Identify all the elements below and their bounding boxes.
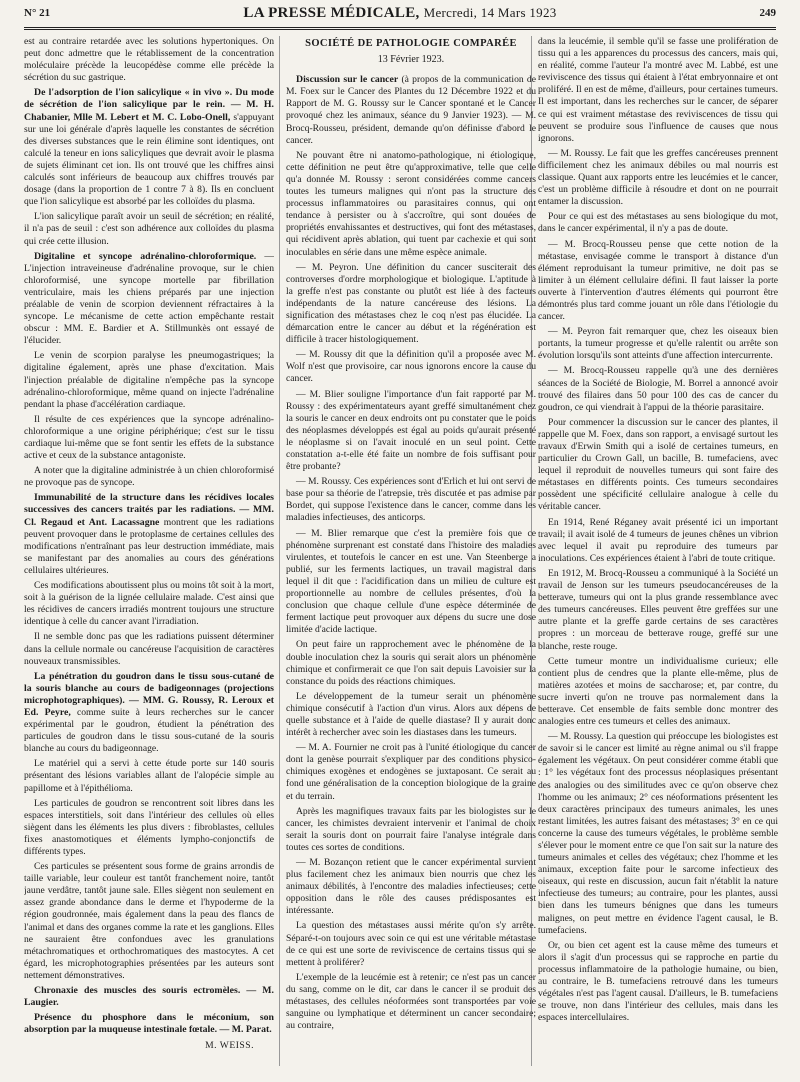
article-digitaline [24, 251, 274, 348]
paragraph: A noter que la digitaline administrée à un chien chloroformisé ne provoque pas de syncope. [24, 465, 274, 489]
paragraph: — M. Brocq-Rousseu rappelle qu'à une des dernières séances de la Société de Biologie, M. Borrel a annoncé avoir trouvé des filaires dans 50 pour 100 des cas de cancer du goudron, ce qui viendrait à l'appui de la théorie parasitaire. [538, 365, 778, 413]
paragraph: Cette tumeur montre un individualisme curieux; elle contient plus de cendres que la plante elle-même, plus de matières azotées et moins de saccharose; et, par contre, du sucre inverti qu'on ne trouve pas normalement dans la betterave. Cet ensemble de faits semble donc montrer des analogies entre ces tumeurs et celles des animaux. [538, 655, 778, 728]
paragraph: — M. Roussy dit que la définition qu'il a proposée avec M. Wolf n'est que provisoire, car nous ignorons encore la cause du cancer. [286, 349, 536, 385]
paragraph: est au contraire retardée avec les solutions hypertoniques. On peut donc admettre que le rétablissement de la concentration moléculaire précède la leucopédèse comme elle précède la sécrétion du suc gastrique. [24, 36, 274, 84]
journal-title [24, 5, 776, 22]
article-radiations [24, 492, 274, 577]
paragraph: Il ne semble donc pas que les radiations puissent déterminer dans la cellule normale ou cancéreuse l'acquisition de caractères nouveaux transmissibles. [24, 631, 274, 667]
paragraph: En 1914, René Réganey avait présenté ici un important travail; il avait isolé de 4 tumeurs de jeunes chênes un vibrion avec lequel il avait pu reproduire des tumeurs par inoculations. Ces expériences étaient à l'abri de toute critique. [538, 516, 778, 564]
paragraph: montrent que les radiations peuvent provoquer dans le protoplasme de certaines cellules des modifications n'entraînant pas leur destruction immédiate, mais se manifestant par des anomalies au cours des générations cellulaires ultérieures. [24, 516, 274, 576]
paragraph: On peut faire un rapprochement avec le phénomène de la double inoculation chez la souris qui serait alors un phénomène chimique et confirmerait ce que l'on sait depuis Lavoisier sur la constance du poids des réactions chimiques. [286, 639, 536, 687]
paragraph: Or, ou bien cet agent est la cause même des tumeurs et alors il s'agit d'un processus qui se rapproche en partie du processus inflammatoire de la pathologie humaine, ou bien, au contraire, le B. tumefaciens retrouvé dans les tumeurs végétales n'est pas l'agent causal. D'ailleurs, le B. tumefaciens se trouve, non dans l'intérieur des cellules, mais dans les espaces intercellulaires. [538, 939, 778, 1024]
paragraph: dans la leucémie, il semble qu'il se fasse une prolifération de tissu qui a les apparences du processus des cancers, mais qui, en réalité, comme l'auteur l'a montré avec M. Labbé, est une reviviscence des tissus qui étaient à l'état embryonnaire et ont proliféré. Il en est de même, d'ailleurs, pour certaines tumeurs. Il est important, dans les recherches sur le cancer, de séparer ce qui est vraiment métastase des reviviscences de tissu qui peuvent se produire sous l'influence de causes que nous ignorons. [538, 36, 778, 144]
article-heading-phosphore: Présence du phosphore dans le méconium, son absorption par la muqueuse intestinale fœtale. — M. Parat. [24, 1012, 274, 1036]
paragraph: — M. Blier souligne l'importance d'un fait rapporté par M. Roussy : des expérimentateurs ayant greffé simultanément chez la souris le cancer en deux endroits ont pu constater que le poids des néoplasmes développés est égal au poids qu'aurait présenté le néoplasme si on l'avait inoculé en un seul point. Cette constatation a-t-elle été faite un nombre de fois suffisant pour être probante? [286, 388, 536, 473]
page-number: 249 [759, 7, 776, 19]
paragraph: Après les magnifiques travaux faits par les biologistes sur le cancer, les chimistes devraient intervenir et l'animal de choix serait la souris dont on pourrait faire l'analyse intégrale dans toutes ces sortes de conditions. [286, 805, 536, 853]
article-discussion-cancer [286, 74, 536, 147]
column-divider-1 [279, 36, 280, 1066]
paragraph: Les particules de goudron se rencontrent soit libres dans les espaces interstitiels, soit dans l'intérieur des cellules où elles siègent dans les éléments les plus divers : fibroblastes, cellules fixes anastomotiques et éléments lympho-conjonctifs de différents types. [24, 797, 274, 857]
article-heading: Immunabilité de la structure dans les récidives locales successives des cancers traités par les radiations. — MM. Cl. Regaud et Ant. Lacassagne [24, 492, 274, 528]
header-rule [24, 27, 776, 28]
paragraph: — M. Brocq-Rousseu pense que cette notion de la métastase, envisagée comme le transport à distance d'un élément reproduisant la tumeur primitive, ne doit pas se limiter à un élément cellulaire défini. Il faut laisser la porte ouverte à l'intervention d'autres éléments qui pourront être démontrés plus tard comme jouant un rôle dans l'étiologie du cancer. [538, 238, 778, 323]
paragraph: La question des métastases aussi mérite qu'on s'y arrête. Séparé-t-on toujours avec soin ce qui est une véritable métastase de ce qui est une sorte de reviviscence de certains tissus qui se mettent à proliférer? [286, 920, 536, 968]
paragraph: — M. Roussy. Le fait que les greffes cancéreuses prennent difficilement chez les animaux débiles ou mal nourris est classique. Quant aux rapports entre les leucémies et le cancer, c'est un problème difficile à résoudre et dont on ne pourrait entamer la discussion. [538, 147, 778, 208]
article-heading: Discussion sur le cancer [296, 74, 399, 86]
paragraph: Le développement de la tumeur serait un phénomène chimique consécutif à l'action d'un virus. Alors aux dépens de quelle substance et à l'aide de quelle diastase? Il y aurait donc intérêt à rechercher avec soin les diastases dans les tumeurs. [286, 690, 536, 739]
paragraph: — M. Blier remarque que c'est la première fois que ce phénomène surprenant est constaté dans l'histoire des maladies virulentes, et toutefois le cancer en est une. Van Steenberge a publié, sur les ferments lactiques, un travail magistral dans lequel il dit que : l'acidification dans un milieu de culture est proportionnelle au nombre de cellules présentes, d'où la conclusion que chaque cellule d'une espèce déterminée de ferment lactique peut provoquer aux dépens du sucre une dose limitée d'acide lactique. [286, 527, 536, 636]
paragraph: Ces modifications aboutissent plus ou moins tôt soit à la mort, soit à la guérison de la lignée cellulaire malade. C'est ainsi que les récidives de cancers irradiés montrent toujours une structure identique à celle du cancer avant l'irradiation. [24, 580, 274, 628]
article-heading-chronaxie: Chronaxie des muscles des souris ectromèles. — M. Laugier. [24, 985, 274, 1009]
paragraph: — M. Roussy. La question qui préoccupe les biologistes est de savoir si le cancer est limité au règne animal ou s'il frappe également les végétaux. On peut considérer comme établi que : 1° les végétaux font des processus néoplasiques présentant des analogies ou des similitudes avec ce qu'on observe chez l'homme ou les animaux; 2° ces néoformations présentent les deux caractères principaux des tumeurs animales, les unes restant limitées, les autres faisant des métastases; 3° en ce qui concerne la cause des tumeurs végétales, le problème semble s'élever pour le moment entre ce que l'on sait sur la nature des tumeurs animales et celles des végétaux; chez l'homme et les animaux, exception faite pour le sarcome infectieux des oiseaux, qui reste en discussion, aucun fait n'établit la nature infectieuse des tumeurs; au contraire, pour les plantes, aussi bien dans les tumeurs bénignes que dans les tumeurs malignes, on peut mettre en évidence l'agent causal, le B. tumefaciens. [538, 731, 778, 936]
article-heading: La pénétration du goudron dans le tissu sous-cutané de la souris blanche au cours de badigeonnages (projections microphotographiques). — MM. G. Roussy, R. Leroux et Ed. Peyre, [24, 670, 274, 718]
paragraph: Pour commencer la discussion sur le cancer des plantes, il rappelle que M. Foex, dans son rapport, a envisagé surtout les travaux d'Erwin Smith qui a isolé de certaines tumeurs, en particulier du Crown Gall, un bacille, B. tumefaciens, avec lequel il reproduit de nouvelles tumeurs qui sont faire des métastases en différents points. Ces tumeurs secondaires possèdent une spécificité cellulaire analogue à celle du véritable cancer. [538, 416, 778, 513]
paragraph: Le venin de scorpion paralyse les pneumogastriques; la digitaline également, après une phase d'excitation. Mais l'injection préalable de digitaline n'empêche pas la syncope adrénalino-chloroformique, même quand on injecte l'adrénaline pendant la phase d'accélération cardiaque. [24, 350, 274, 410]
paragraph: — L'injection intraveineuse d'adrénaline provoque, sur le chien chloroformisé, une syncope mortelle par fibrillation ventriculaire, mais les chiens préparés par une injection préalable de venin de scorpion deviennent réfractaires à la syncope. Le mécanisme de cette action empêchante restait obscur : MM. E. Bardier et A. Stillmunkès ont essayé de l'élucider. [24, 250, 274, 347]
paragraph: Le matériel qui a servi à cette étude porte sur 140 souris présentant des lésions variables allant de l'alopécie simple au papillome et à l'épithélioma. [24, 758, 274, 794]
article-heading: Digitaline et syncope adrénalino-chloroformique. [34, 250, 257, 262]
column-1 [24, 36, 274, 1076]
paragraph: s'appuyant sur une loi générale d'après laquelle les constantes de sécrétion des diverses substances que le rein élimine sont identiques, ont calculé la teneur en ions salicyliques que devrait avoir le plasma de sujets éliminant cet ion. Ils ont trouvé que les chiffres ainsi calculés sont inférieurs de beaucoup aux chiffres trouvés par dosage (dans la proportion de 1 contre 7 à 8). Ils en concluent que l'ion salicylique est absorbé par les colloïdes du plasma. [24, 111, 274, 208]
issue-number: N° 21 [24, 7, 51, 19]
paragraph: Ne pouvant être ni anatomo-pathologique, ni étiologique, cette définition ne peut être qu'approximative, telle que celle qu'a donnée M. Roussy : seront considérées comme cancers toutes les tumeurs malignes qui n'ont pas la structure des processus inflammatoires ou parasitaires connus, qui ont tendance à persister ou à s'accroître, qui sont douées de propriétés envahissantes et destructives, qui font des métastases, qui récidivent après ablation, qui tuent par cachexie et qui sont inoculables en série dans une même espèce animale. [286, 149, 536, 258]
paragraph: — M. Roussy. Ces expériences sont d'Erlich et lui ont servi de base pour sa théorie de l'atrepsie, très discutée et pas admise par Bordet, qui suppose l'existence dans le cancer, comme dans les maladies infectieuses, des anticorps. [286, 476, 536, 524]
column-2 [286, 36, 536, 1076]
section-title: SOCIÉTÉ DE PATHOLOGIE COMPARÉE [305, 38, 517, 49]
page-header [24, 5, 776, 25]
paragraph: — M. Bozançon retient que le cancer expérimental survient plus facilement chez les animaux bien nourris que chez les animaux débilités, à l'encontre des maladies infectieuses; cette opposition dans le rôle des causes prédisposantes est intéressante. [286, 857, 536, 917]
paragraph: Il résulte de ces expériences que la syncope adrénalino-chloroformique a une origine périphérique; c'est sur le tissu cardiaque lui-même que se font sentir les effets de la substance active et ceux de la substance antagoniste. [24, 413, 274, 462]
paragraph: L'exemple de la leucémie est à retenir; ce n'est pas un cancer du sang, comme on le dit, car dans le cancer il se produit des métastases, des cellules néoformées sont transportées par voie sanguine ou lymphatique et déterminent un cancer secondaire; au contraire, [286, 971, 536, 1032]
paragraph: Pour ce qui est des métastases au sens biologique du mot, dans le cancer expérimental, il n'y a pas de doute. [538, 211, 778, 235]
paragraph: (à propos de la communication de M. Foex sur le Cancer des Plantes du 12 Décembre 1922 et du Rapport de M. G. Roussy sur le Cancer spontané et le Cancer provoqué chez les animaux, séance du 9 Janvier 1923). — M. Brocq-Rousseu, président, demande qu'on définisse d'abord le cancer. [286, 74, 536, 146]
issue-date: Mercredi, 14 Mars 1923 [423, 5, 557, 20]
article-heading: De l'adsorption de l'ion salicylique « in vivo ». Du mode de sécrétion de l'ion salicylique par le rein. — M. H. Chabanier, Mlle M. Lebert et M. C. Lobo-Onell, [24, 87, 274, 123]
section-date: 13 Février 1923. [377, 54, 445, 66]
paragraph: En 1912, M. Brocq-Rousseu a communiqué à la Société un travail de Jenson sur les tumeurs pseudocancéreuses de la betterave, tumeurs qui ont la plus grande ressemblance avec des tumeurs cancéreuses. Elles peuvent être greffées sur une autre plante et la greffe garde certains de ses caractères propres : un morceau de betterave rouge, greffé sur une blanche, reste rouge. [538, 567, 778, 652]
paragraph: L'ion salicylique paraît avoir un seuil de sécrétion; en réalité, il n'a pas de seuil : c'est son adhérence aux colloïdes du plasma qui crée cette illusion. [24, 211, 274, 247]
paragraph: — M. Peyron fait remarquer que, chez les oiseaux bien portants, la tumeur progresse et qu'elle ralentit ou arrête son évolution lorsqu'ils sont atteints d'une affection intercurrente. [538, 326, 778, 362]
author-signature: M. WEISS. [205, 1040, 254, 1052]
paragraph: — M. Peyron. Une définition du cancer susciterait des controverses d'ordre morphologique et biologique. L'aptitude à la greffe n'est pas constante ou plutôt est liée à des facteurs indépendants de la nature cancéreuse des lésions. La signification des métastases chez le coq n'est pas élucidée. La démarcation entre le cancer au début et la régénération est difficile à tracer histologiquement. [286, 261, 536, 346]
article-salicylique [24, 87, 274, 208]
journal-name: LA PRESSE MÉDICALE, [243, 5, 424, 21]
article-goudron [24, 671, 274, 756]
column-3 [538, 36, 778, 1076]
paragraph: — M. A. Fournier ne croit pas à l'unité étiologique du cancer dont la genèse pourrait s'expliquer par des conditions physico-chimiques exogènes et endogènes se juxtaposant. Ce serait au fond une généralisation de la conception biologique de la graine et du terrain. [286, 742, 536, 802]
header-rule-2 [24, 29, 776, 30]
paragraph: comme suite à leurs recherches sur le cancer expérimental par le goudron, étudient la pénétration des particules de goudron dans le tissu sous-cutané de la souris blanche au cours du badigeonnage. [24, 706, 274, 755]
paragraph: Ces particules se présentent sous forme de grains arrondis de taille variable, leur couleur est tantôt franchement noire, tantôt jaune verdâtre, tantôt jaune sale. Elles siègent non seulement en assez grande abondance dans le derme et l'hypoderme de la région goudronnée, mais également dans la peau des flancs de l'animal et dans des organes comme la rate et les ganglions. Elles ne sauraient être confondues avec les granulations métachromatiques et orthochromatiques des mastocytes. A cet égard, les microphotographies présentées par les auteurs sont nettement démonstratives. [24, 861, 274, 981]
